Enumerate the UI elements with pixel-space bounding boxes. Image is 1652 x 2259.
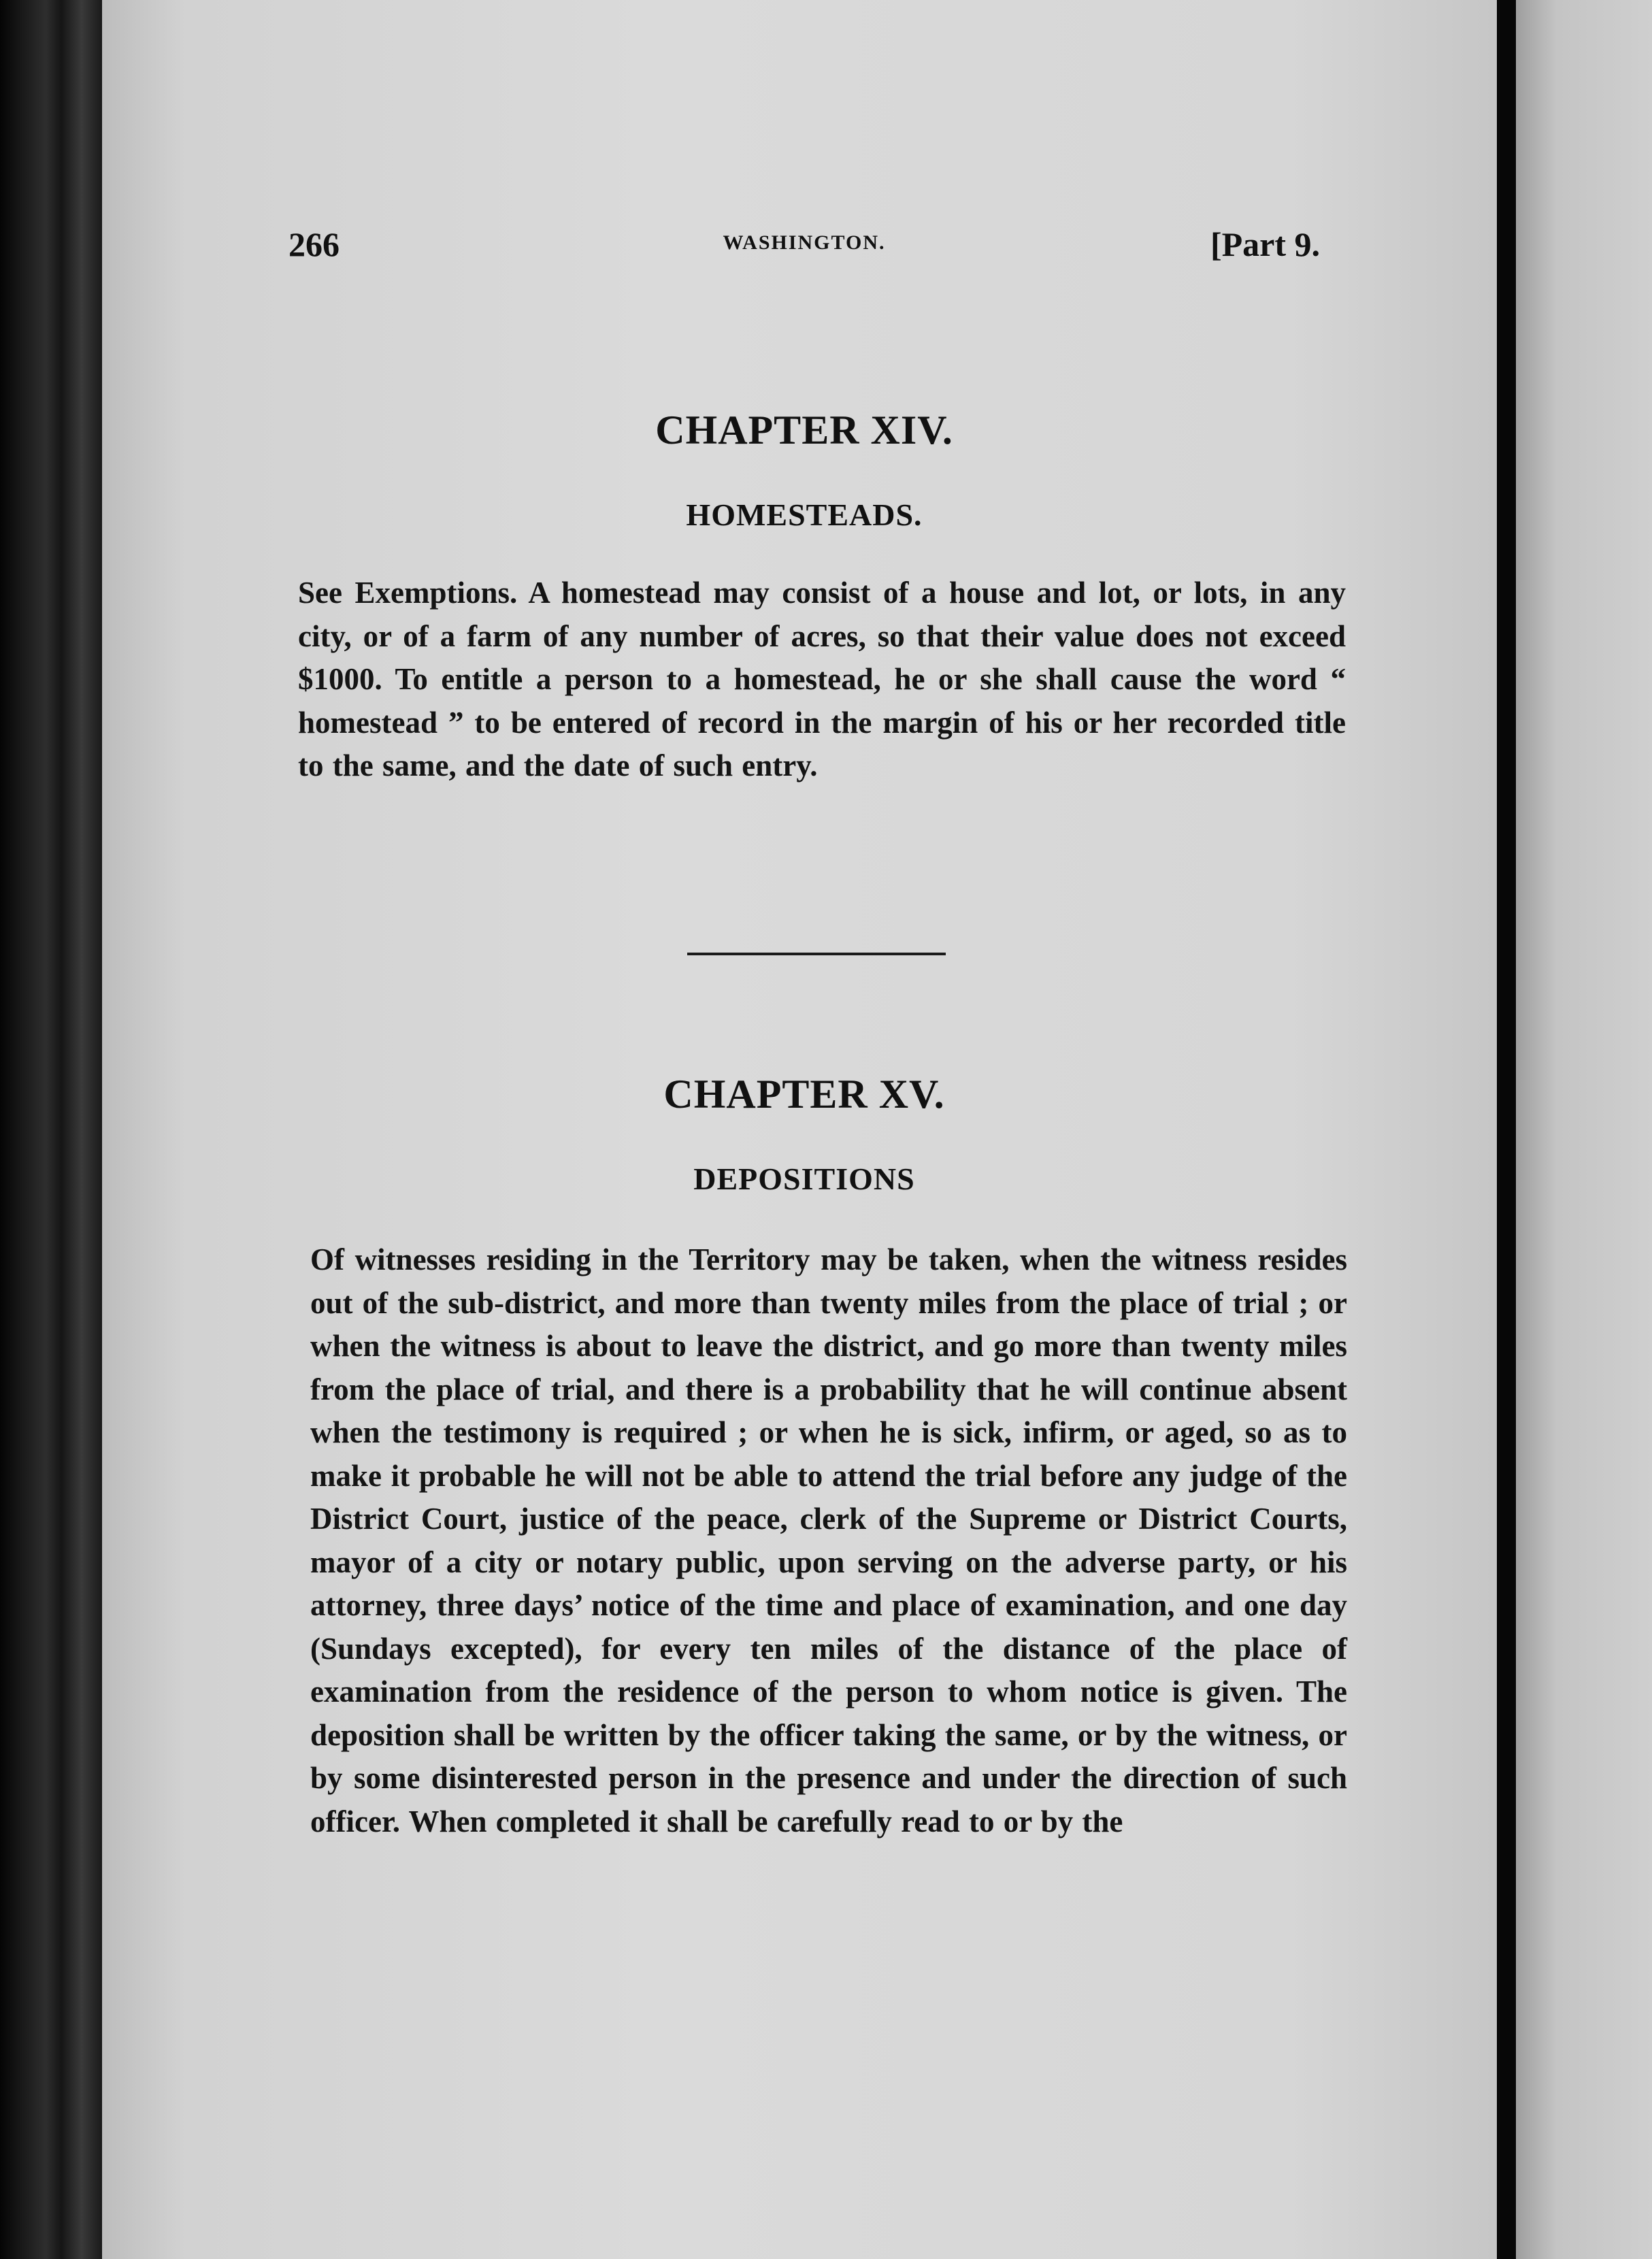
adjacent-page-edge [1516,0,1652,2259]
part-label: [Part 9. [1210,225,1320,263]
chapter-title: CHAPTER XV. [663,1072,945,1117]
chapter-subtitle: DEPOSITIONS [693,1161,915,1196]
section-divider-rule [687,953,946,955]
chapter-body-text: See Exemptions. A homestead may consist of a house and lot, or lots, in any city, or of a farm of any number of acres, so that their value does not exceed $1000. To entitle a person to a homestead, he or she shall cause the word “ homestead ” to be entered of record in the margin of his or her recorded title to the same, and the date of such entry. [298,576,1346,782]
chapter-title: CHAPTER XIV. [655,408,953,452]
book-page [102,0,1497,2259]
page-gutter [1497,0,1516,2259]
running-head [288,225,1320,265]
page-number: 266 [288,225,340,263]
chapter-body-text: Of witnesses residing in the Territory may be taken, when the witness resides out of the sub-district, and more than twenty miles from the place of trial ; or when the witness is about to leave the district, and go more than twenty miles from the place of trial, and there is a probability that he will continue absent when the testimony is required ; or when he is sick, infirm, or aged, so as to make it probable he will not be able to attend the trial before any judge of the District Court, justice of the peace, clerk of the Supreme or District Courts, mayor of a city or notary public, upon serving on the adverse party, or his attorney, three days’ notice of the time and place of examination, and one day (Sundays excepted), for every ten miles of the distance of the place of examination from the residence of the person to whom notice is given. The deposition shall be written by the officer taking the same, or by the witness, or by some disinterested person in the presence and under the direction of such officer. When completed it shall be carefully read to or by the [310,1242,1347,1838]
book-spine [0,0,102,2259]
chapter-subtitle: HOMESTEADS. [686,497,923,532]
running-title: WASHINGTON. [723,231,886,254]
